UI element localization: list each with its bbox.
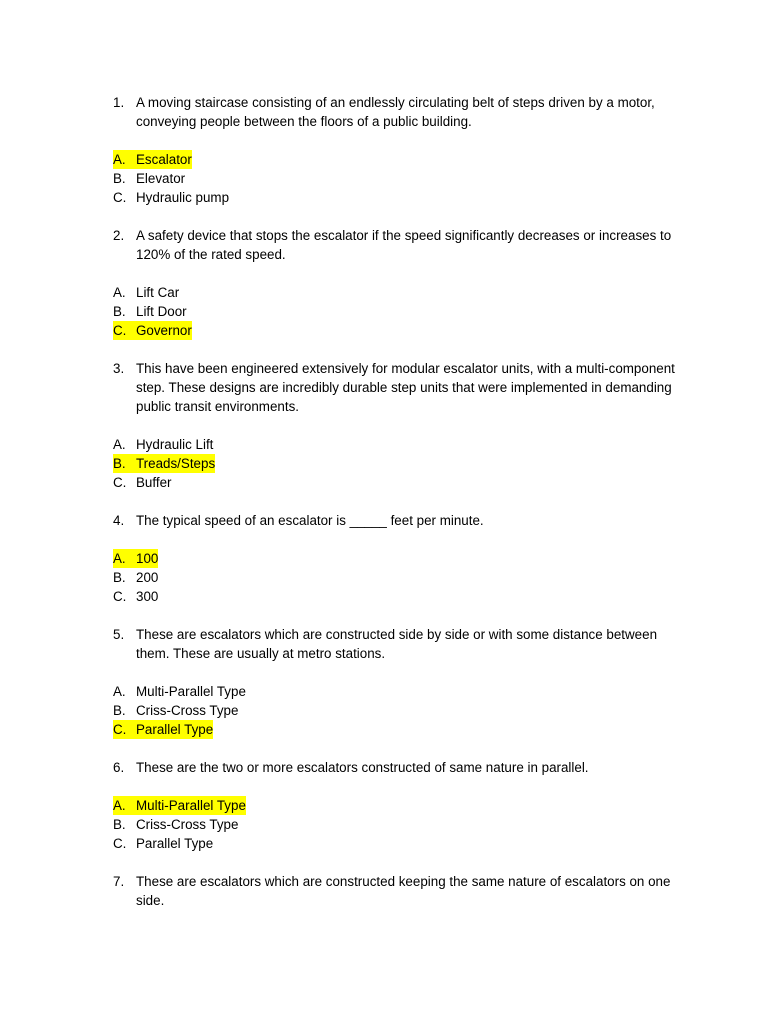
- answer-wrapper: [113, 302, 187, 321]
- question-block: [113, 93, 693, 207]
- option-letter: C.: [113, 475, 127, 490]
- option-text: Hydraulic Lift: [136, 437, 214, 452]
- answer-option-correct: [113, 549, 693, 568]
- question: [113, 872, 693, 910]
- question-text: This have been engineered extensively for modular escalator units, with a multi-component step. These designs are incredibly durable step units that were implemented in demanding public transit environments.: [136, 361, 675, 414]
- question: [113, 758, 693, 777]
- answer-option: [113, 815, 693, 834]
- option-text: Hydraulic pump: [136, 190, 230, 205]
- answer-option: [113, 834, 693, 853]
- question-list: [113, 93, 693, 929]
- option-letter: A.: [113, 549, 136, 568]
- answer-option-correct: [113, 150, 693, 169]
- option-text: 100: [136, 551, 159, 566]
- option-text: Multi-Parallel Type: [136, 684, 246, 699]
- question-number: 3.: [113, 361, 125, 376]
- question-number: 7.: [113, 874, 125, 889]
- question-text: The typical speed of an escalator is _____ feet per minute.: [136, 513, 484, 528]
- answer-option-correct: [113, 720, 693, 739]
- question-block: [113, 226, 693, 340]
- option-letter: B.: [113, 817, 126, 832]
- answer-option: [113, 701, 693, 720]
- option-letter: B.: [113, 703, 126, 718]
- answer-highlight: [113, 321, 192, 340]
- question-text: A safety device that stops the escalator if the speed significantly decreases or increases to 120% of the rated speed.: [136, 228, 672, 262]
- answer-wrapper: [113, 815, 238, 834]
- answer-wrapper: [113, 587, 158, 606]
- question-number: 6.: [113, 760, 125, 775]
- option-text: 300: [136, 589, 159, 604]
- question: [113, 511, 693, 530]
- answer-wrapper: [113, 283, 179, 302]
- option-letter: A.: [113, 796, 136, 815]
- answer-wrapper: [113, 682, 246, 701]
- answer-option: [113, 682, 693, 701]
- question-number: 2.: [113, 228, 125, 243]
- answer-options: [113, 435, 693, 492]
- option-letter: C.: [113, 836, 127, 851]
- answer-option: [113, 283, 693, 302]
- answer-option: [113, 188, 693, 207]
- option-text: 200: [136, 570, 159, 585]
- option-text: Governor: [136, 323, 192, 338]
- option-letter: C.: [113, 589, 127, 604]
- option-letter: C.: [113, 190, 127, 205]
- answer-wrapper: [113, 169, 185, 188]
- answer-option-correct: [113, 796, 693, 815]
- answer-wrapper: [113, 701, 238, 720]
- option-text: Parallel Type: [136, 836, 214, 851]
- answer-highlight: [113, 150, 192, 169]
- option-letter: B.: [113, 454, 136, 473]
- option-letter: C.: [113, 720, 136, 739]
- question-block: [113, 511, 693, 606]
- question-block: [113, 359, 693, 492]
- question-number: 1.: [113, 95, 125, 110]
- option-text: Escalator: [136, 152, 192, 167]
- answer-option: [113, 473, 693, 492]
- answer-option: [113, 169, 693, 188]
- option-text: Criss-Cross Type: [136, 703, 239, 718]
- question-number: 4.: [113, 513, 125, 528]
- option-letter: C.: [113, 321, 136, 340]
- answer-option-correct: [113, 454, 693, 473]
- option-text: Buffer: [136, 475, 172, 490]
- option-text: Lift Door: [136, 304, 187, 319]
- question-block: [113, 625, 693, 739]
- answer-wrapper: [113, 435, 213, 454]
- option-letter: B.: [113, 570, 126, 585]
- option-text: Criss-Cross Type: [136, 817, 239, 832]
- option-text: Treads/Steps: [136, 456, 216, 471]
- answer-option: [113, 587, 693, 606]
- answer-options: [113, 549, 693, 606]
- question-text: These are the two or more escalators constructed of same nature in parallel.: [136, 760, 589, 775]
- question-block: [113, 758, 693, 853]
- answer-wrapper: [113, 188, 229, 207]
- question-text: These are escalators which are constructed keeping the same nature of escalators on one side.: [136, 874, 671, 908]
- answer-wrapper: [113, 834, 213, 853]
- answer-wrapper: [113, 473, 171, 492]
- option-text: Multi-Parallel Type: [136, 798, 246, 813]
- answer-option-correct: [113, 321, 693, 340]
- answer-option: [113, 435, 693, 454]
- answer-option: [113, 568, 693, 587]
- answer-options: [113, 682, 693, 739]
- answer-options: [113, 150, 693, 207]
- option-letter: A.: [113, 285, 126, 300]
- option-text: Lift Car: [136, 285, 180, 300]
- answer-highlight: [113, 549, 158, 568]
- answer-option: [113, 302, 693, 321]
- answer-options: [113, 796, 693, 853]
- question-number: 5.: [113, 627, 125, 642]
- question-text: These are escalators which are constructed side by side or with some distance between them. These are usually at metro stations.: [136, 627, 658, 661]
- answer-highlight: [113, 720, 213, 739]
- option-letter: A.: [113, 150, 136, 169]
- answer-wrapper: [113, 568, 158, 587]
- question: [113, 226, 693, 264]
- question-text: A moving staircase consisting of an endlessly circulating belt of steps driven by a motor, conveying people between the floors of a public building.: [136, 95, 655, 129]
- question: [113, 625, 693, 663]
- option-letter: A.: [113, 437, 126, 452]
- question: [113, 359, 693, 416]
- option-letter: B.: [113, 171, 126, 186]
- spacer: [113, 910, 693, 929]
- option-text: Elevator: [136, 171, 186, 186]
- answer-options: [113, 283, 693, 340]
- question-block: [113, 872, 693, 929]
- option-text: Parallel Type: [136, 722, 214, 737]
- answer-highlight: [113, 454, 215, 473]
- question: [113, 93, 693, 131]
- answer-highlight: [113, 796, 246, 815]
- option-letter: A.: [113, 684, 126, 699]
- option-letter: B.: [113, 304, 126, 319]
